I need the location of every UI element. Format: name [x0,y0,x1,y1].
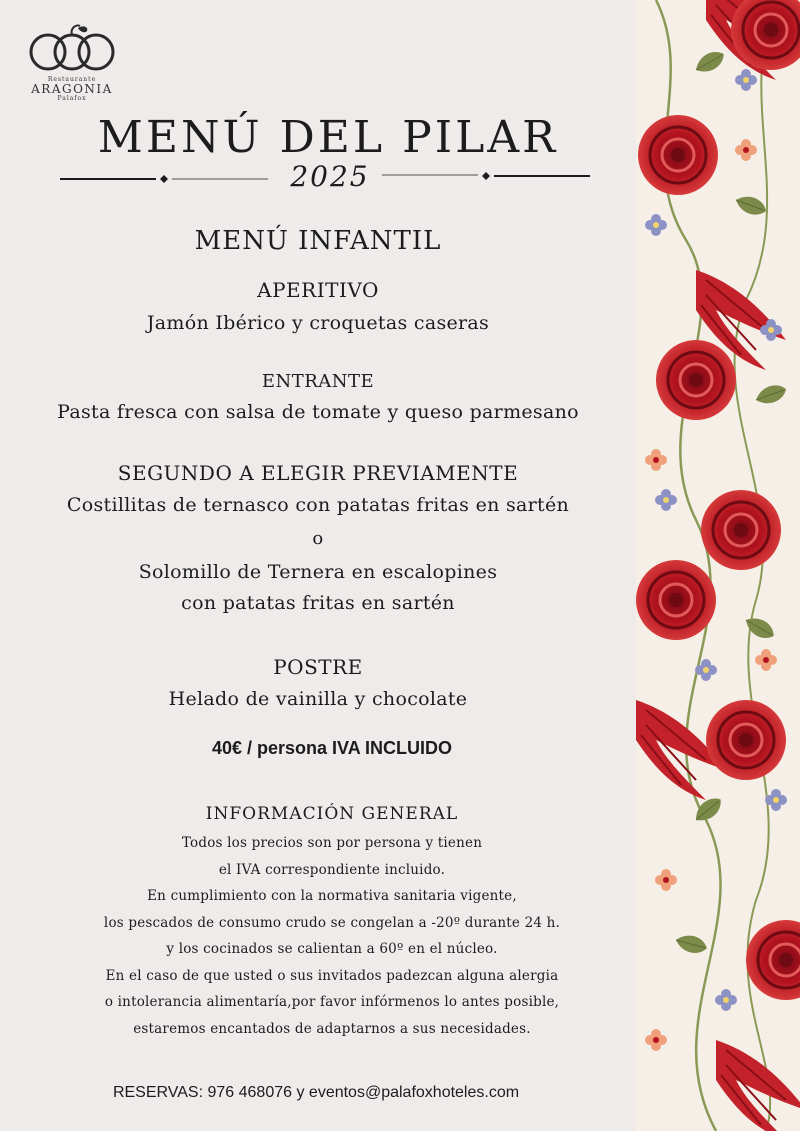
floral-pattern-icon [636,0,800,1131]
dish-item: con patatas fritas en sartén [181,592,455,614]
info-line: el IVA correspondiente incluido. [218,861,446,878]
aragonia-logo-icon [26,22,118,74]
logo-name: ARAGONIA [31,82,113,96]
dish-item: Costillitas de ternasco con patatas fritas en sartén [66,494,570,516]
info-line: En el caso de que usted o sus invitados padezcan alguna alergia [105,967,559,984]
restaurant-logo [22,22,122,102]
floral-embroidery-panel [636,0,800,1131]
info-line: o intolerancia alimentaría,por favor infórmenos lo antes posible, [104,994,560,1010]
menu-subtitle: MENÚ INFANTIL [194,226,442,256]
page-title: MENÚ DEL PILAR [97,112,559,163]
logo-small-text: Restaurante [47,76,97,83]
dish-separator: o [312,528,324,549]
info-line: los pescados de consumo crudo se congelan a -20º durante 24 h. [103,914,561,931]
section-heading-segundo: SEGUNDO A ELEGIR PREVIAMENTE [117,461,519,485]
section-heading-aperitivo: APERITIVO [257,278,379,302]
info-text [14,830,650,1042]
info-line: Todos los precios son por persona y tienen [181,835,483,851]
dish-item: Helado de vainilla y chocolate [168,688,468,710]
section-heading-postre: POSTRE [273,655,363,679]
section-heading-entrante: ENTRANTE [261,371,375,392]
page-year: 2025 [290,160,370,193]
menu-price: 40€ / persona IVA INCLUIDO [211,738,453,758]
dish-item: Jamón Ibérico y croquetas caseras [146,312,490,334]
dish-item: Solomillo de Ternera en escalopines [138,561,498,583]
reservations-contact: RESERVAS: 976 468076 y eventos@palafoxhoteles.com [112,1084,520,1101]
info-line: En cumplimiento con la normativa sanitaria vigente, [147,888,517,904]
logo-sub-text: Palafox [57,95,87,102]
info-line: y los cocinados se calientan a 60º en el núcleo. [166,941,498,957]
dish-item: Pasta fresca con salsa de tomate y queso parmesano [57,401,579,423]
info-line: estaremos encantados de adaptarnos a sus necesidades. [133,1020,531,1037]
info-heading: INFORMACIÓN GENERAL [205,804,459,824]
